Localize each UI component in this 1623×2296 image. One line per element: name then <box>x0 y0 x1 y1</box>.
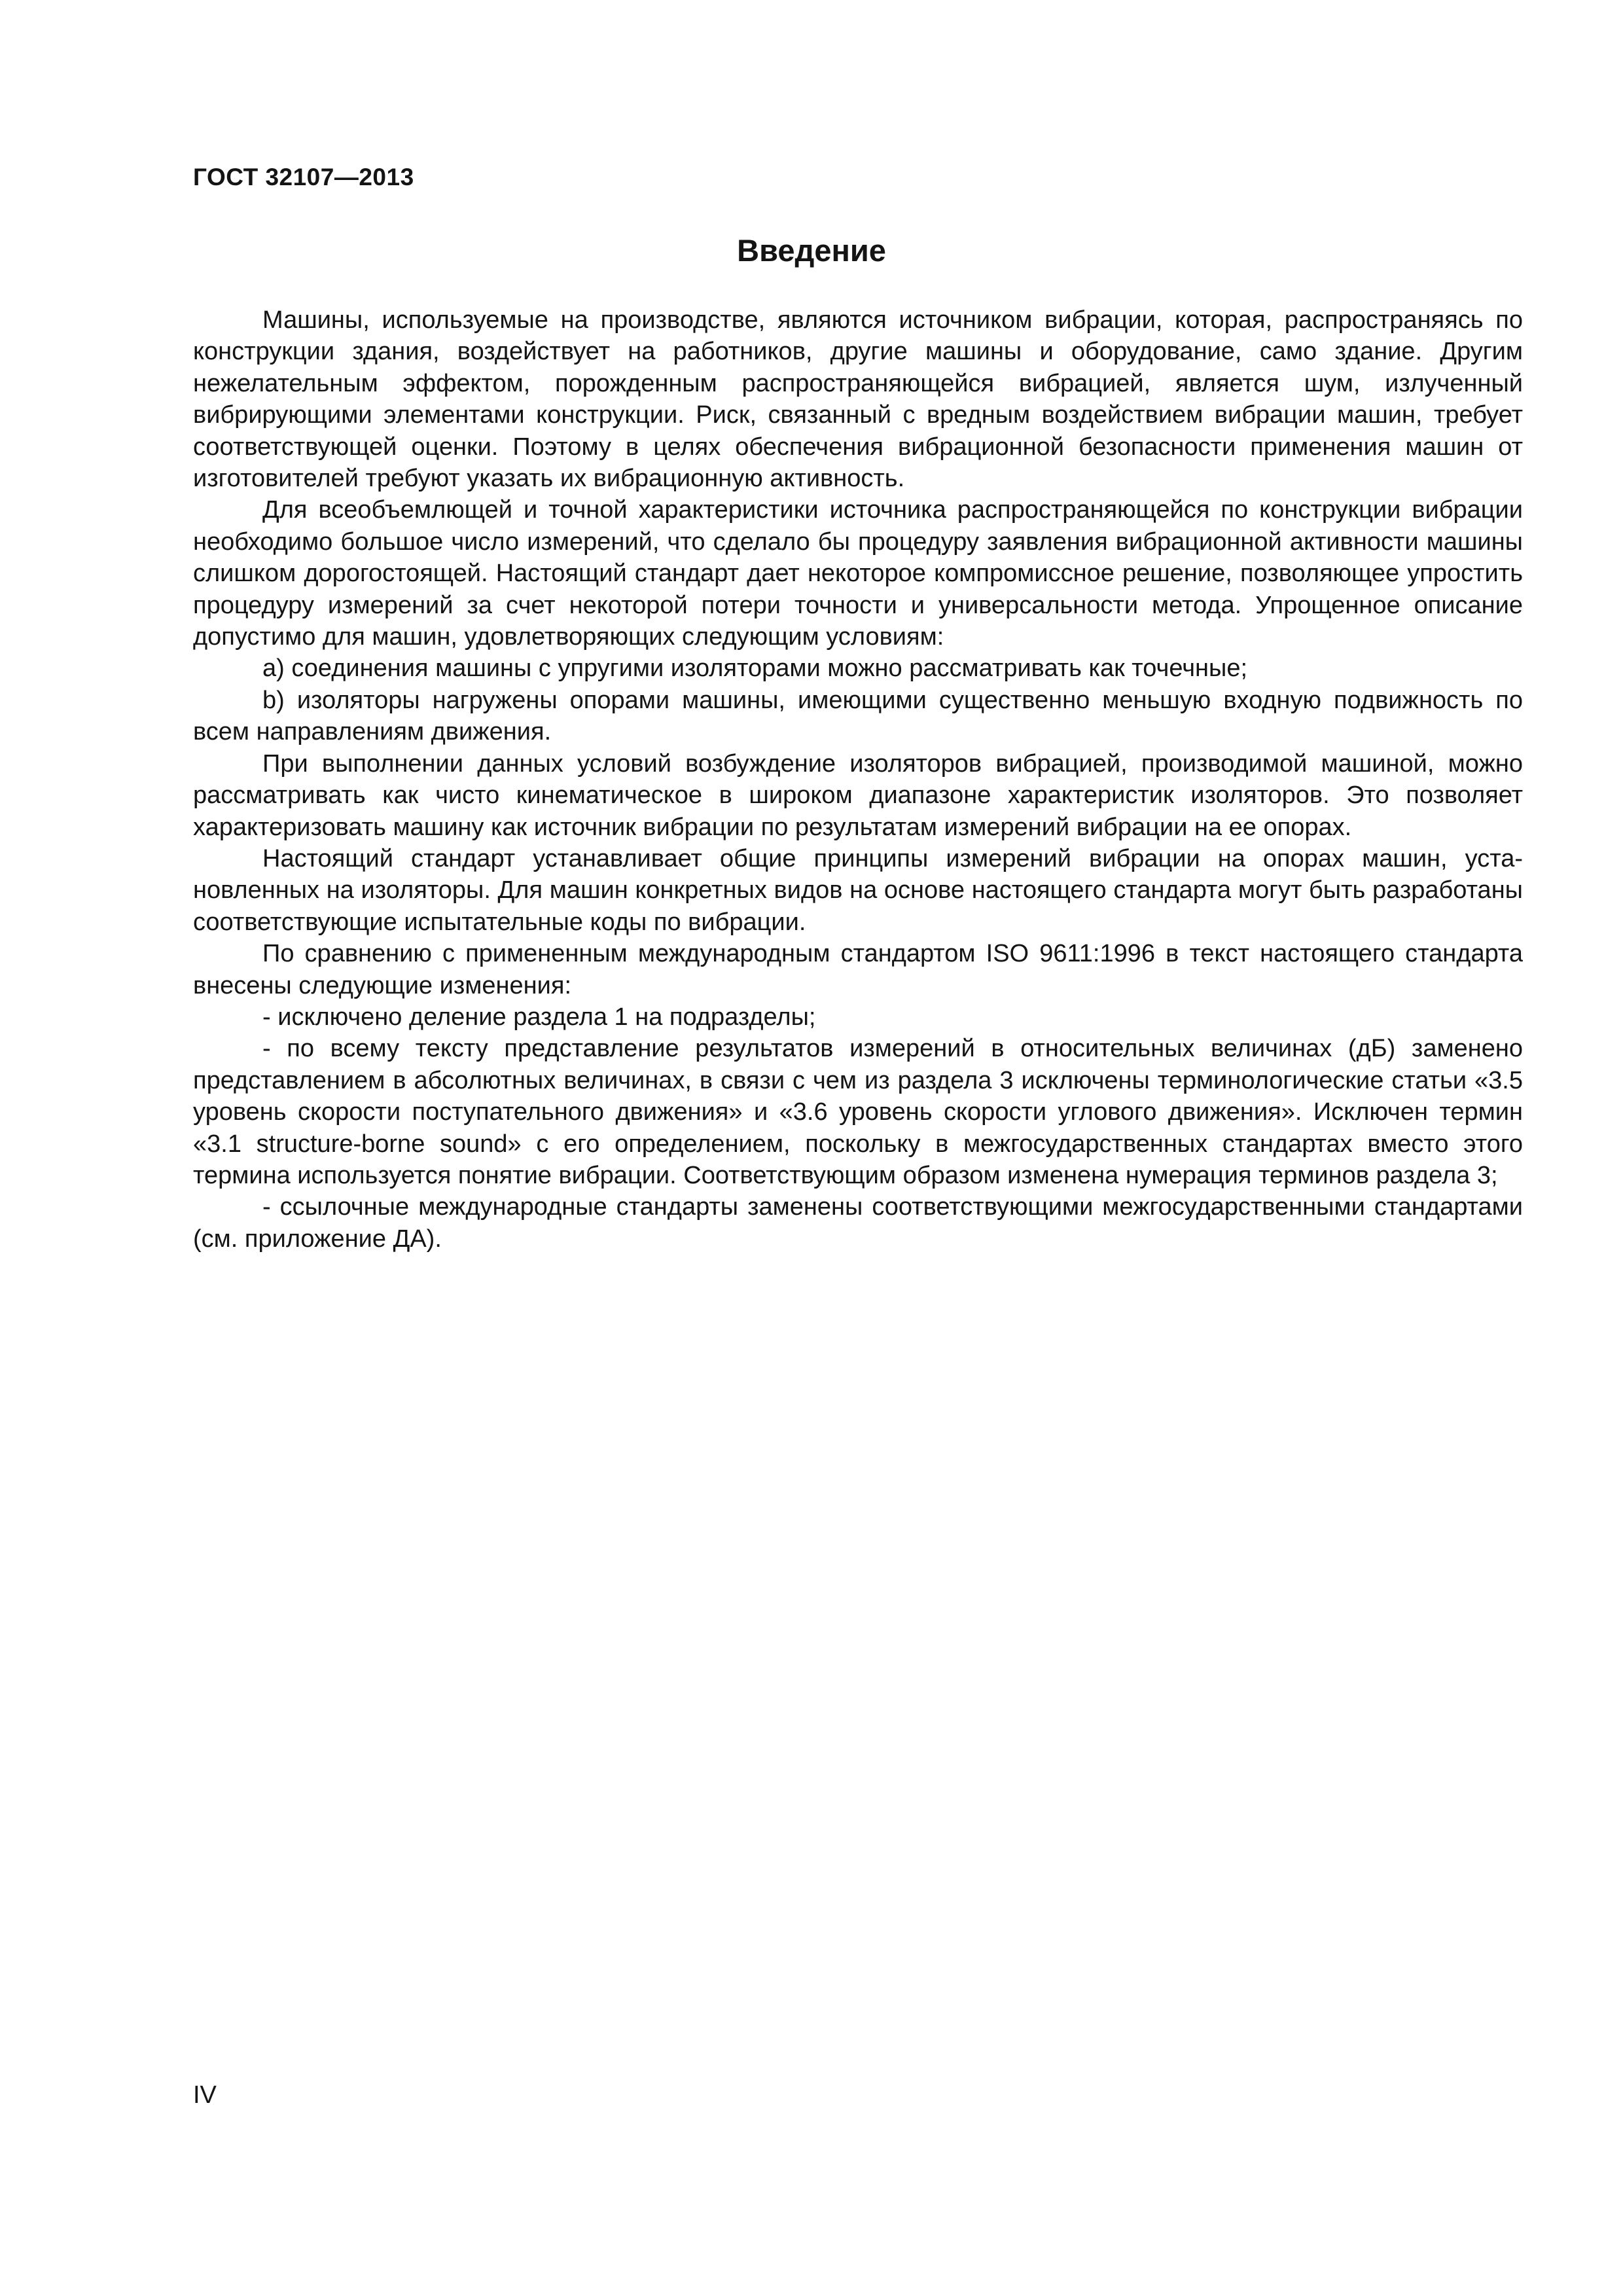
list-item-change-3: - ссылочные международные стандарты заменены соответствующими межгосударственными стандартами (см. приложение ДА). <box>193 1193 1523 1253</box>
list-item-condition-a: а) соединения машины с упругими изоляторами можно рассматривать как точечные; <box>262 655 1248 683</box>
body-text <box>193 304 1523 1255</box>
page-number: IV <box>193 2081 217 2109</box>
standard-code: ГОСТ 32107—2013 <box>193 164 414 190</box>
paragraph-intro: Машины, используемые на производстве, являются источником вибрации, которая, распространяясь по конструкции здания, воздействует на работников, другие машины и оборудование, само здание. Другим нежелательным эффектом, порожденным распространяющейся вибрацией, является шум, излученный вибрирующими элементами конструкции. Риск, связанный с вредным воздействием вибрации машин, требует соответствующей оценки. Поэтому в целях обеспечения вибрационной безопасности применения машин от изготовителей требуют указать их вибрационную активность. <box>193 306 1523 493</box>
list-item-change-2: - по всему тексту представление результатов измерений в относительных величинах (дБ) заменено представлением в абсолютных величинах, в связи с чем из раздела 3 исключены терминологические статьи «3.5 уровень скорости поступательного движения» и «3.6 уровень скорости углового движения». Исключен термин «3.1 structure-borne sound» с его определением, поскольку в межгосударственных стандартах вместо этого термина используется понятие вибрации. Соответствующим образом изменена нумерация терминов раздела 3; <box>193 1035 1523 1189</box>
paragraph-principles: Настоящий стандарт устанавливает общие принципы измерений вибрации на опорах машин, установленных на изоляторы. Для машин конкретных видов на основе настоящего стандарта могут быть разработаны соответствующие испытательные коды по вибрации. <box>193 844 1523 936</box>
list-item-condition-b: b) изоляторы нагружены опорами машины, имеющими существенно меньшую входную подвижность по всем направлениям движения. <box>193 686 1523 746</box>
section-title: Введение <box>737 233 886 268</box>
paragraph-scope: Для всеобъемлющей и точной характеристики источника распространяющейся по конструкции вибрации необходимо большое число измерений, что сделало бы процедуру заявления вибрационной активности машины слишком дорогостоящей. Настоящий стандарт дает некоторое компромиссное решение, позволяющее упростить процедуру измерений за счет некоторой потери точности и универсальности метода. Упрощенное описание допустимо для машин, удовлетворяющих следующим условиям: <box>193 496 1523 651</box>
paragraph-kinematic: При выполнении данных условий возбуждение изоляторов вибрацией, производимой машиной, можно рассматривать как чисто кинематическое в широком диапазоне характеристик изоляторов. Это позволяет характеризовать машину как источник вибрации по результатам измерений вибрации на ее опорах. <box>193 749 1523 841</box>
paragraph-changes: По сравнению с примененным международным стандартом ISO 9611:1996 в текст настоящего стандарта внесены следующие изменения: <box>193 940 1523 999</box>
list-item-change-1: - исключено деление раздела 1 на подразделы; <box>262 1003 816 1031</box>
